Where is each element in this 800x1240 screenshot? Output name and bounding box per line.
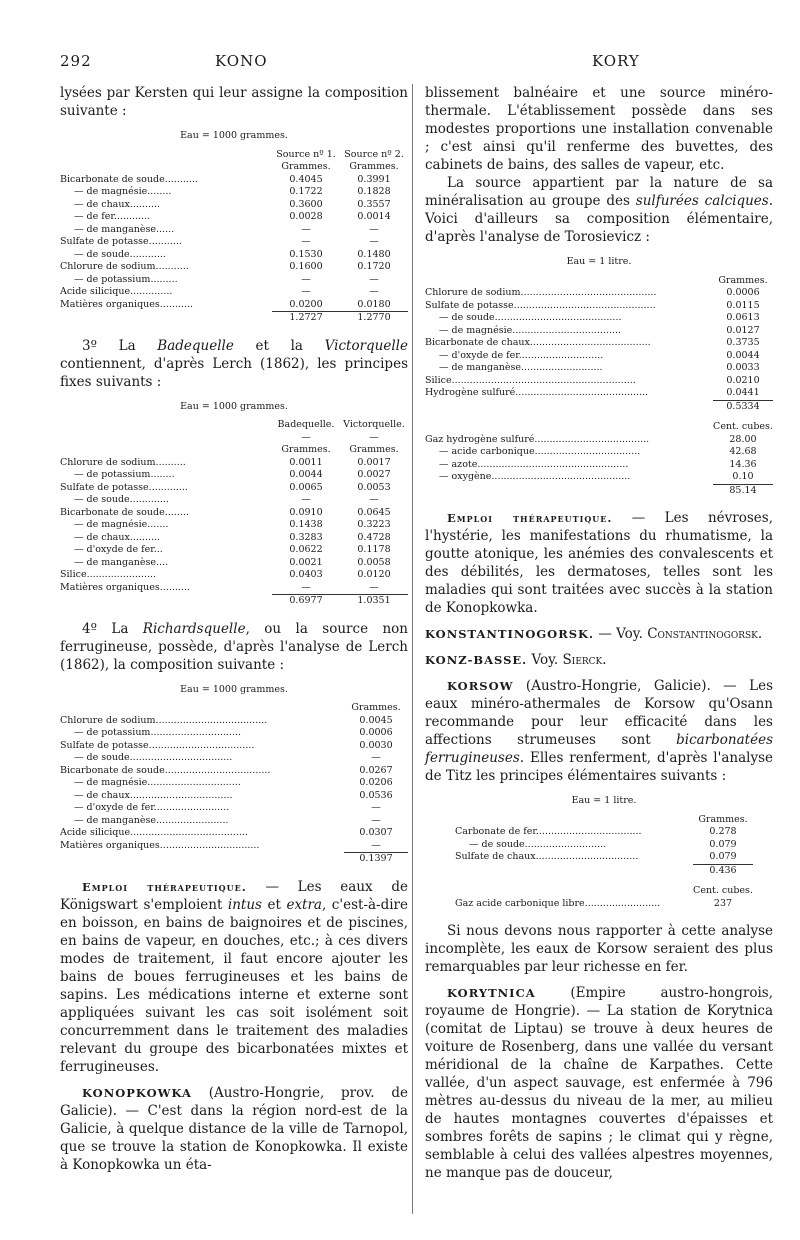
paragraph: blissement balnéaire et une source minéro-thermale. L'établissement possède dans ses modestes proportions une installation convenable ; c'est ainsi qu'il renferme des buvettes, des cabinets de bains, des salles de vapeur, etc. — [425, 85, 773, 173]
column-header: Victorquelle. — [343, 419, 405, 430]
row-label: — de magnésie........ — [74, 186, 172, 197]
table-row — [60, 740, 408, 753]
row-value: 0.0006 — [359, 727, 393, 738]
table-row — [60, 815, 408, 828]
column-header: Source nº 1. — [276, 148, 336, 160]
table-row — [425, 362, 773, 375]
row-value: 28.00 — [729, 433, 757, 445]
row-value: 0.0613 — [726, 312, 760, 323]
row-label: Bicarbonate de chaux........................................ — [425, 337, 651, 348]
table-row — [60, 274, 408, 287]
row-value: 0.0027 — [357, 469, 391, 480]
table-total: 0.6977 — [272, 594, 340, 608]
table-row — [60, 519, 408, 532]
row-value: — — [369, 286, 379, 297]
row-value: 0.1600 — [289, 261, 323, 272]
table-row — [425, 312, 773, 325]
row-value: 0.3223 — [357, 519, 391, 530]
table-row — [425, 337, 773, 350]
entry-korsow: KORSOW (Austro-Hongrie, Galicie). — Les eaux minéro-athermales de Korsow qu'Osann recommande pour leur efficacité dans les affections strumeuses sont bicarbonatées ferrugineuses. Elles renferment, d'après l'analyse de Titz les principes élémentaires suivants : — [425, 678, 773, 784]
row-value: 0.3557 — [357, 198, 391, 210]
row-value: 0.0044 — [726, 349, 760, 361]
paragraph: lysées par Kersten qui leur assigne la composition suivante : — [60, 85, 408, 119]
table-row — [60, 582, 408, 595]
row-label: — de chaux.......... — [74, 198, 161, 210]
analysis-table-kersten — [60, 130, 408, 325]
analysis-table-richardsquelle — [60, 684, 408, 866]
row-label: — de manganèse........................ — [74, 814, 229, 826]
table-row — [60, 211, 408, 224]
paragraph: 3º La Badequelle et la Victorquelle contiennent, d'après Lerch (1862), les principes fixes suivants : — [60, 337, 408, 390]
table-row — [425, 387, 773, 400]
running-head-right: KORY — [592, 52, 640, 70]
row-label: Silice....................... — [60, 569, 157, 580]
row-value: 42.68 — [729, 446, 757, 457]
table-row — [455, 851, 753, 864]
row-label: Chlorure de sodium........... — [60, 261, 189, 272]
row-label: Acide silicique.............. — [60, 286, 173, 297]
table-row — [60, 457, 408, 470]
row-label: Chlorure de sodium.......... — [60, 456, 186, 468]
table-row — [425, 471, 773, 484]
page-number: 292 — [60, 52, 92, 70]
row-value: 0.278 — [709, 826, 737, 837]
row-label: — d'oxyde de fer............................ — [439, 349, 604, 361]
row-label: — d'oxyde de fer......................... — [74, 802, 230, 813]
row-value: 0.0021 — [289, 556, 323, 568]
left-column — [60, 84, 408, 1174]
table-row — [60, 752, 408, 765]
row-label: Gaz hydrogène sulfuré...................................... — [425, 433, 650, 445]
row-value: 0.0200 — [289, 298, 323, 310]
table-row — [425, 434, 773, 447]
row-label: — de magnésie....... — [74, 519, 169, 530]
row-value: 0.0307 — [359, 827, 393, 838]
table-row — [425, 350, 773, 363]
row-label: — oxygène.............................................. — [439, 471, 631, 482]
table-row — [455, 839, 753, 852]
row-value: 0.0267 — [359, 764, 393, 776]
row-value: 0.0006 — [726, 287, 760, 298]
column-divider — [412, 84, 413, 1214]
row-label: Matières organiques................................. — [60, 839, 260, 851]
row-value: 0.079 — [709, 851, 737, 862]
table-row — [60, 186, 408, 199]
row-value: — — [301, 236, 311, 247]
table-caption: Eau = 1000 grammes. — [180, 400, 288, 412]
unit-label: Cent. cubes. — [693, 885, 753, 896]
row-value: 14.36 — [729, 458, 757, 470]
row-value: 0.079 — [709, 838, 737, 850]
table-row — [425, 325, 773, 338]
entry-konz-basse: KONZ-BASSE. Voy. Sierck. — [425, 652, 607, 668]
table-row — [60, 494, 408, 507]
table-row — [60, 482, 408, 495]
table-row — [60, 840, 408, 853]
row-label: — de soude............ — [74, 248, 166, 260]
row-value: — — [301, 273, 311, 285]
table-row — [60, 469, 408, 482]
row-label: Sulfate de potasse............................................... — [425, 299, 656, 311]
header-dash: — — [369, 431, 379, 443]
table-row — [60, 507, 408, 520]
table-row — [455, 898, 753, 911]
row-label: — de magnésie............................... — [74, 777, 241, 788]
row-value: — — [371, 752, 381, 763]
row-value: 0.0206 — [359, 777, 393, 788]
row-value: 0.0028 — [289, 211, 323, 222]
table-row — [60, 532, 408, 545]
row-value: 0.0045 — [359, 714, 393, 726]
row-value: 237 — [713, 897, 733, 909]
row-value: 0.3991 — [357, 173, 391, 185]
row-label: — de manganèse...... — [74, 223, 175, 235]
row-label: Bicarbonate de soude........... — [60, 173, 198, 185]
row-value: 0.0053 — [357, 481, 391, 493]
unit-label: Grammes. — [281, 161, 331, 172]
row-value: 0.0017 — [357, 456, 391, 468]
row-value: — — [369, 494, 379, 505]
table-row — [60, 286, 408, 299]
table-row — [60, 236, 408, 249]
row-value: — — [301, 581, 311, 593]
row-label: Sulfate de potasse............. — [60, 481, 188, 493]
row-value: 0.0044 — [289, 469, 323, 480]
row-value: 0.10 — [732, 471, 754, 482]
row-label: Carbonate de fer................................... — [455, 826, 642, 837]
unit-label: Grammes. — [351, 702, 401, 713]
table-row — [60, 777, 408, 790]
row-value: — — [371, 839, 381, 851]
table-row — [455, 826, 753, 839]
table-total: 1.2727 — [272, 311, 340, 325]
row-value: 0.0033 — [726, 362, 760, 373]
row-label: Chlorure de sodium..................................... — [60, 714, 268, 726]
row-value: 0.0115 — [726, 299, 760, 311]
row-value: 0.0441 — [726, 387, 760, 398]
paragraph: La source appartient par la nature de sa minéralisation au groupe des sulfurées calciques. Voici d'ailleurs sa composition élémentaire, d'après l'analyse de Torosievicz : — [425, 175, 774, 245]
row-label: — de potassium........ — [74, 469, 175, 480]
row-label: — de chaux.......... — [74, 531, 161, 543]
row-value: 0.1722 — [289, 186, 323, 197]
row-label: — de fer............ — [74, 211, 151, 222]
row-value: — — [369, 273, 379, 285]
row-label: — de potassium......... — [74, 273, 178, 285]
table-row — [60, 199, 408, 212]
table-total: 85.14 — [713, 484, 773, 498]
paragraph: 4º La Richardsquelle, ou la source non ferrugineuse, possède, d'après l'analyse de Lerch (1862), la composition suivante : — [60, 620, 408, 673]
table-total: 0.436 — [693, 864, 753, 878]
table-caption: Eau = 1000 grammes. — [180, 683, 288, 695]
row-value: 0.0014 — [357, 211, 391, 222]
table-row — [60, 727, 408, 740]
row-value: 0.0058 — [357, 556, 391, 568]
table-row — [60, 802, 408, 815]
running-head-left: KONO — [215, 52, 268, 70]
unit-label: Grammes. — [698, 813, 748, 825]
row-label: Chlorure de sodium............................................. — [425, 287, 657, 298]
row-value: 0.4728 — [357, 531, 391, 543]
row-value: 0.3600 — [289, 198, 323, 210]
table-row — [425, 300, 773, 313]
header-dash: — — [301, 431, 311, 443]
row-label: Sulfate de chaux.................................. — [455, 851, 639, 862]
row-value: — — [371, 814, 381, 826]
entry-korytnica: KORYTNICA (Empire austro-hongrois, royaume de Hongrie). — La station de Korytnica (comitat de Liptau) se trouve à deux heures de voiture de Rosenberg, dans une vallée du versant méridional de la chaîne de Karpathes. Cette vallée, d'un aspect sauvage, est enfermée à 796 mètres au-dessus du niveau de la mer, au milieu de hautes montagnes couvertes d'épaisses et sombres forêts de sapins ; le climat qui y règne, semblable à celui des vallées alpestres moyennes, ne manque pas de douceur, — [425, 985, 773, 1181]
table-row — [425, 287, 773, 300]
row-label: Bicarbonate de soude................................... — [60, 764, 271, 776]
row-label: — d'oxyde de fer... — [74, 544, 163, 555]
unit-label: Grammes. — [349, 161, 399, 172]
paragraph: Si nous devons nous rapporter à cette analyse incomplète, les eaux de Korsow seraient des plus remarquables par leur richesse en fer. — [425, 923, 773, 975]
row-label: — de soude.......................................... — [439, 312, 622, 323]
row-label: Matières organiques........... — [60, 298, 194, 310]
row-label: — de soude........................... — [469, 838, 607, 850]
row-label: — de manganèse.... — [74, 556, 169, 568]
row-label: Silice............................................................. — [425, 374, 636, 386]
row-value: 0.0645 — [357, 506, 391, 518]
row-value: 0.1720 — [357, 261, 391, 272]
table-total: 1.2770 — [340, 311, 408, 325]
table-row — [425, 446, 773, 459]
table-row — [60, 174, 408, 187]
row-value: 0.4045 — [289, 173, 323, 185]
row-value: 0.0536 — [359, 789, 393, 801]
analysis-table-lerch — [60, 401, 408, 608]
entry-konopkowka: KONOPKOWKA (Austro-Hongrie, prov. de Galicie). — C'est dans la région nord-est de la Galicie, à quelque distance de la ville de Tarnopol, que se trouve la station de Konopkowka. Il existe à Konopkowka un éta- — [60, 1084, 408, 1173]
row-value: 0.3283 — [289, 531, 323, 543]
row-value: — — [369, 236, 379, 247]
row-value: — — [369, 223, 379, 235]
row-value: 0.0030 — [359, 739, 393, 751]
row-value: 0.0403 — [289, 569, 323, 580]
row-label: Sulfate de potasse........... — [60, 236, 182, 247]
table-caption: Eau = 1 litre. — [566, 256, 632, 267]
row-label: — de magnésie.................................... — [439, 324, 621, 336]
row-label: Hydrogène sulfuré............................................ — [425, 387, 649, 398]
paragraph: Emploi thérapeutique. — Les eaux de Königswart s'emploient intus et extra, c'est-à-dire en boisson, en bains de baignoires et de piscines, en bains de vapeur, en douches, etc.; à ces divers modes de traitement, il faut encore ajouter les bains de boues ferrugineuses et les bains de sapins. Les médications interne et externe sont appliquées suivant les cas soit isolément soit concurremment dans le traitement des maladies relevant du groupe des bicarbonatées mixtes et ferrugineuses. — [60, 878, 408, 1075]
row-value: 0.0065 — [289, 481, 323, 493]
row-value: — — [301, 286, 311, 297]
row-value: — — [301, 223, 311, 235]
table-row — [60, 544, 408, 557]
row-label: Gaz acide carbonique libre......................... — [455, 897, 661, 909]
row-label: — acide carbonique................................... — [439, 446, 641, 457]
row-value: — — [369, 581, 379, 593]
table-caption: Eau = 1 litre. — [571, 795, 637, 806]
column-header: Source nº 2. — [344, 148, 404, 160]
row-value: 0.1828 — [357, 186, 391, 197]
table-row — [425, 459, 773, 472]
table-total: 1.0351 — [340, 594, 408, 608]
row-value: 0.0210 — [726, 374, 760, 386]
unit-label: Grammes. — [718, 274, 768, 286]
row-label: — de chaux.................................. — [74, 789, 233, 801]
row-value: 0.0120 — [357, 569, 391, 580]
table-row — [60, 765, 408, 778]
row-value: 0.1480 — [357, 248, 391, 260]
entry-konstantinogorsk: KONSTANTINOGORSK. — Voy. Constantinogorsk. — [425, 626, 763, 642]
row-label: Matières organiques.......... — [60, 581, 190, 593]
table-total: 0.1397 — [344, 852, 408, 866]
row-label: — de potassium.............................. — [74, 727, 242, 738]
column-header: Badequelle. — [277, 419, 335, 430]
row-value: 0.3735 — [726, 337, 760, 348]
paragraph: Emploi thérapeutique. — Les névroses, l'hystérie, les manifestations du rhumatisme, la goutte atonique, les anémies des convalescents et des débilités, les dermatoses, telles sont les maladies qui sont traitées avec succès à la station de Konopkowka. — [425, 510, 773, 616]
table-row — [425, 375, 773, 388]
row-label: — azote.................................................. — [439, 458, 629, 470]
table-row — [60, 827, 408, 840]
right-column — [425, 84, 773, 1182]
table-row — [60, 557, 408, 570]
unit-label: Grammes. — [349, 444, 399, 455]
analysis-table-torosievicz — [425, 256, 773, 497]
row-value: 0.0011 — [289, 456, 323, 468]
table-total: 0.5334 — [713, 400, 773, 414]
unit-label: Cent. cubes. — [713, 421, 773, 432]
table-row — [60, 569, 408, 582]
table-row — [60, 299, 408, 312]
unit-label: Grammes. — [281, 444, 331, 455]
table-caption: Eau = 1000 grammes. — [180, 130, 288, 141]
table-row — [60, 249, 408, 262]
analysis-table-titz — [425, 795, 773, 910]
row-label: Acide silicique....................................... — [60, 827, 248, 838]
row-label: Sulfate de potasse................................... — [60, 739, 255, 751]
row-value: 0.0180 — [357, 298, 391, 310]
row-label: — de soude............. — [74, 494, 169, 505]
row-value: 0.0622 — [289, 544, 323, 555]
row-value: — — [301, 494, 311, 505]
table-row — [60, 715, 408, 728]
row-value: 0.1178 — [357, 544, 391, 555]
row-label: — de soude.................................. — [74, 752, 233, 763]
row-value: 0.0910 — [289, 506, 323, 518]
table-row — [60, 224, 408, 237]
row-value: 0.1530 — [289, 248, 323, 260]
row-value: 0.1438 — [289, 519, 323, 530]
row-label: Bicarbonate de soude........ — [60, 506, 189, 518]
row-value: — — [371, 802, 381, 813]
row-value: 0.0127 — [726, 324, 760, 336]
table-row — [60, 790, 408, 803]
table-row — [60, 261, 408, 274]
row-label: — de manganèse........................... — [439, 362, 603, 373]
